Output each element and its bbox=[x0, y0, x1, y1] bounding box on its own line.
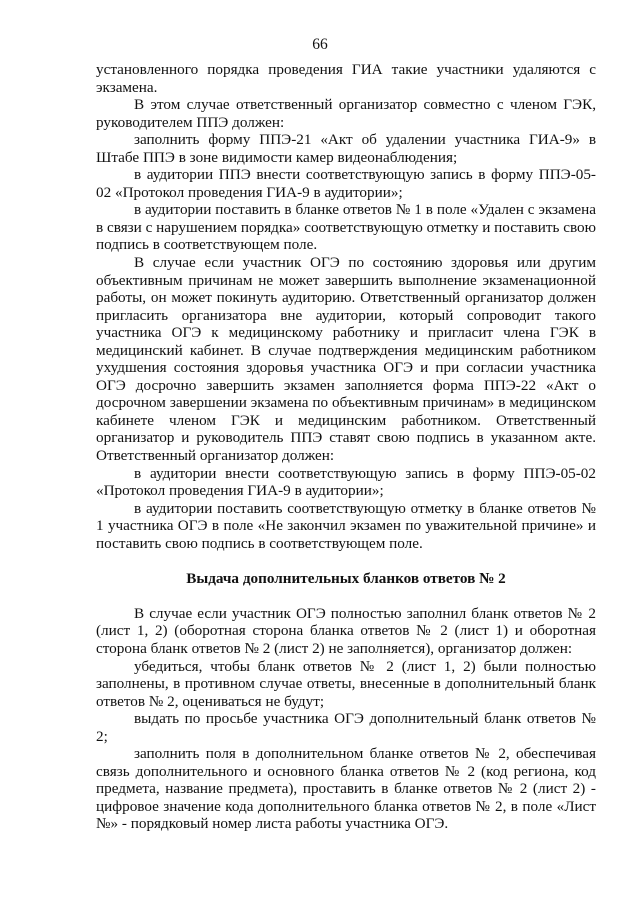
paragraph: заполнить форму ППЭ-21 «Акт об удалении участника ГИА-9» в Штабе ППЭ в зоне видимости камер видеонаблюдения; bbox=[96, 131, 596, 166]
section-heading: Выдача дополнительных бланков ответов № 2 bbox=[186, 570, 506, 588]
paragraph: В случае если участник ОГЭ по состоянию здоровья или другим объективным причинам не может завершить выполнение экзаменационной работы, он может покинуть аудиторию. Ответственный организатор должен пригласить организатора вне аудитории, который сопроводит такого участника ОГЭ к медицинскому работнику и пригласит члена ГЭК в медицинский кабинет. В случае подтверждения медицинским работником ухудшения состояния здоровья участника ОГЭ и при согласии участника ОГЭ досрочно завершить экзамен заполняется форма ППЭ-22 «Акт о досрочном завершении экзамена по объективным причинам» в медицинском кабинете членом ГЭК и медицинским работником. Ответственный организатор и руководитель ППЭ ставят свою подпись в указанном акте. Ответственный организатор должен: bbox=[96, 254, 596, 465]
page-number: 66 bbox=[312, 36, 328, 53]
paragraph: заполнить поля в дополнительном бланке ответов № 2, обеспечивая связь дополнительного и основного бланка ответов № 2 (код региона, код предмета, название предмета), проставить в бланке ответов № 2 (лист 2) - цифровое значение кода дополнительного бланка ответов № 2, в поле «Лист №» - порядковый номер листа работы участника ОГЭ. bbox=[96, 745, 596, 833]
document-body bbox=[96, 61, 596, 833]
paragraph: В случае если участник ОГЭ полностью заполнил бланк ответов № 2 (лист 1, 2) (оборотная сторона бланка ответов № 2 (лист 1) и оборотная сторона бланк ответов № 2 (лист 2) не заполняется), организатор должен: bbox=[96, 604, 596, 657]
paragraph: в аудитории поставить соответствующую отметку в бланке ответов № 1 участника ОГЭ в поле «Не закончил экзамен по уважительной причине» и поставить свою подпись в соответствующем поле. bbox=[96, 499, 596, 552]
paragraph: в аудитории внести соответствующую запись в форму ППЭ-05-02 «Протокол проведения ГИА-9 в аудитории»; bbox=[96, 464, 596, 500]
paragraph: выдать по просьбе участника ОГЭ дополнительный бланк ответов № 2; bbox=[96, 710, 596, 745]
paragraph: в аудитории ППЭ внести соответствующую запись в форму ППЭ-05-02 «Протокол проведения ГИА-9 в аудитории»; bbox=[96, 166, 596, 201]
paragraph: установленного порядка проведения ГИА такие участники удаляются с экзамена. bbox=[96, 61, 596, 96]
paragraph: в аудитории поставить в бланке ответов № 1 в поле «Удален с экзамена в связи с нарушением порядка» соответствующую отметку и поставить свою подпись в соответствующем поле. bbox=[96, 201, 596, 254]
paragraph: убедиться, чтобы бланк ответов № 2 (лист 1, 2) были полностью заполнены, в противном случае ответы, внесенные в дополнительный бланк ответов № 2, оцениваться не будут; bbox=[96, 657, 596, 710]
paragraph: В этом случае ответственный организатор совместно с членом ГЭК, руководителем ППЭ должен: bbox=[96, 96, 596, 131]
